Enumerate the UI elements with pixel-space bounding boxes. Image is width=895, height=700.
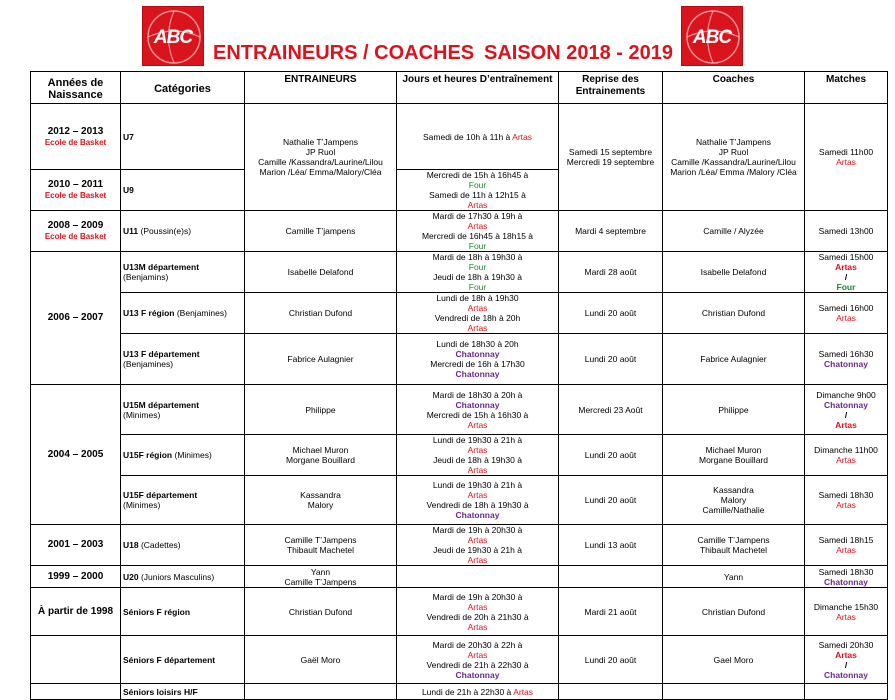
category-cell: U7 xyxy=(121,104,245,170)
match-cell: Dimanche 11h00 Artas xyxy=(805,435,888,476)
reprise-cell: Lundi 20 août xyxy=(559,334,663,385)
category-cell: U15F région (Minimes) xyxy=(121,435,245,476)
coaches-cell: Isabelle Delafond xyxy=(663,252,805,293)
col-coaches: Coaches xyxy=(663,72,805,104)
reprise-cell xyxy=(559,566,663,588)
table-row xyxy=(31,435,888,476)
schedule-table xyxy=(30,71,888,700)
logo-text: ABC xyxy=(153,27,193,48)
schedule-cell: Mercredi de 15h à 16h45 à Four Samedi de 11h à 12h15 à Artas xyxy=(397,170,559,211)
reprise-cell: Lundi 20 août xyxy=(559,435,663,476)
schedule-cell: Mardi de 18h à 19h30 à Four Jeudi de 18h à 19h30 à Four xyxy=(397,252,559,293)
category-cell: Séniors loisirs H/F xyxy=(121,684,245,700)
year-cell xyxy=(31,684,121,700)
category-cell: U13M département (Benjamins) xyxy=(121,252,245,293)
trainer-cell: Camille T’Jampens Thibault Machetel xyxy=(245,525,397,566)
match-cell xyxy=(805,684,888,700)
table-row xyxy=(31,525,888,566)
table-row xyxy=(31,293,888,334)
reprise-cell: Mardi 21 août xyxy=(559,588,663,636)
year-cell: À partir de 1998 xyxy=(31,588,121,636)
coaches-cell: Gael Moro xyxy=(663,636,805,684)
coaches-cell: Philippe xyxy=(663,385,805,435)
match-cell: Samedi 18h15 Artas xyxy=(805,525,888,566)
table-row xyxy=(31,104,888,170)
schedule-cell: Mardi de 18h30 à 20h à Chatonnay Mercredi de 15h à 16h30 à Artas xyxy=(397,385,559,435)
trainer-cell: Christian Dufond xyxy=(245,588,397,636)
schedule-cell: Lundi de 19h30 à 21h à Artas Jeudi de 18h à 19h30 à Artas xyxy=(397,435,559,476)
table-row xyxy=(31,684,888,700)
year-cell: 2004 – 2005 xyxy=(31,385,121,525)
trainer-cell: Philippe xyxy=(245,385,397,435)
col-entraineurs: ENTRAINEURS xyxy=(245,72,397,104)
abc-logo-right xyxy=(681,6,743,66)
match-cell: Samedi 18h30 Artas xyxy=(805,476,888,525)
year-cell: 1999 – 2000 xyxy=(31,566,121,588)
match-cell: Samedi 11h00 Artas xyxy=(805,104,888,211)
schedule-cell: Lundi de 19h30 à 21h à Artas Vendredi de 18h à 19h30 à Chatonnay xyxy=(397,476,559,525)
category-cell: Séniors F département xyxy=(121,636,245,684)
table-row xyxy=(31,476,888,525)
category-cell: U18 (Cadettes) xyxy=(121,525,245,566)
page-title: ENTRAINEURS / COACHES xyxy=(213,42,475,64)
coaches-cell: Camille T’Jampens Thibault Machetel xyxy=(663,525,805,566)
col-jours: Jours et heures D’entraînement xyxy=(397,72,559,104)
coaches-cell: Michael Muron Morgane Bouillard xyxy=(663,435,805,476)
schedule-cell xyxy=(397,566,559,588)
table-row xyxy=(31,636,888,684)
schedule-cell: Mardi de 19h à 20h30 à Artas Vendredi de 20h à 21h30 à Artas xyxy=(397,588,559,636)
category-cell: U9 xyxy=(121,170,245,211)
table-row xyxy=(31,252,888,293)
category-cell: U13 F département (Benjamines) xyxy=(121,334,245,385)
coaches-cell: Christian Dufond xyxy=(663,293,805,334)
trainer-cell: Christian Dufond xyxy=(245,293,397,334)
table-row xyxy=(31,334,888,385)
reprise-cell xyxy=(559,684,663,700)
year-cell: 2008 – 2009 Ecole de Basket xyxy=(31,211,121,252)
coaches-cell: Kassandra Malory Camille/Nathalie xyxy=(663,476,805,525)
col-reprise: Reprise des Entrainements xyxy=(559,72,663,104)
year-cell xyxy=(31,636,121,684)
schedule-cell: Lundi de 21h à 22h30 à Artas xyxy=(397,684,559,700)
category-cell: U15M département (Minimes) xyxy=(121,385,245,435)
schedule-cell: Mardi de 19h à 20h30 à Artas Jeudi de 19h30 à 21h à Artas xyxy=(397,525,559,566)
match-cell: Samedi 18h30 Chatonnay xyxy=(805,566,888,588)
trainer-cell: Nathalie T’Jampens JP Ruol Camille /Kassandra/Laurine/Lilou Marion /Léa/ Emma/Malory/Cléa xyxy=(245,104,397,211)
reprise-cell: Lundi 20 août xyxy=(559,476,663,525)
abc-logo-left xyxy=(142,6,204,66)
coaches-cell: Yann xyxy=(663,566,805,588)
match-cell: Samedi 20h30 Artas / Chatonnay xyxy=(805,636,888,684)
category-cell: U11 (Poussin(e)s) xyxy=(121,211,245,252)
match-cell: Samedi 16h00 Artas xyxy=(805,293,888,334)
category-cell: Séniors F région xyxy=(121,588,245,636)
match-cell: Samedi 15h00 Artas / Four xyxy=(805,252,888,293)
match-cell: Dimanche 15h30 Artas xyxy=(805,588,888,636)
category-cell: U20 (Juniors Masculins) xyxy=(121,566,245,588)
logo-text: ABC xyxy=(692,27,732,48)
schedule-cell: Mardi de 17h30 à 19h à Artas Mercredi de 16h45 à 18h15 à Four xyxy=(397,211,559,252)
year-cell: 2010 – 2011 Ecole de Basket xyxy=(31,170,121,211)
reprise-cell: Mercredi 23 Août xyxy=(559,385,663,435)
match-cell: Samedi 13h00 xyxy=(805,211,888,252)
schedule-cell: Samedi de 10h à 11h à Artas xyxy=(397,104,559,170)
col-categories: Catégories xyxy=(121,72,245,104)
coaches-cell xyxy=(663,684,805,700)
season-title: SAISON 2018 - 2019 xyxy=(484,42,673,64)
reprise-cell: Samedi 15 septembre Mercredi 19 septembre xyxy=(559,104,663,211)
match-cell: Dimanche 9h00 Chatonnay / Artas xyxy=(805,385,888,435)
year-cell: 2012 – 2013 Ecole de Basket xyxy=(31,104,121,170)
reprise-cell: Lundi 13 août xyxy=(559,525,663,566)
reprise-cell: Mardi 28 août xyxy=(559,252,663,293)
trainer-cell: Fabrice Aulagnier xyxy=(245,334,397,385)
table-row xyxy=(31,588,888,636)
trainer-cell: Kassandra Malory xyxy=(245,476,397,525)
table-row xyxy=(31,385,888,435)
trainer-cell: Camille T’jampens xyxy=(245,211,397,252)
reprise-cell: Lundi 20 août xyxy=(559,293,663,334)
col-matches: Matches xyxy=(805,72,888,104)
trainer-cell: Isabelle Delafond xyxy=(245,252,397,293)
reprise-cell: Mardi 4 septembre xyxy=(559,211,663,252)
trainer-cell: Gaël Moro xyxy=(245,636,397,684)
coaches-cell: Christian Dufond xyxy=(663,588,805,636)
category-cell: U15F département (Minimes) xyxy=(121,476,245,525)
schedule-cell: Mardi de 20h30 à 22h à Artas Vendredi de 21h à 22h30 à Chatonnay xyxy=(397,636,559,684)
trainer-cell: Michael Muron Morgane Bouillard xyxy=(245,435,397,476)
schedule-cell: Lundi de 18h à 19h30 Artas Vendredi de 18h à 20h Artas xyxy=(397,293,559,334)
coaches-cell: Camille / Alyzée xyxy=(663,211,805,252)
header-row xyxy=(31,72,888,104)
year-cell: 2001 – 2003 xyxy=(31,525,121,566)
trainer-cell xyxy=(245,684,397,700)
table-row xyxy=(31,211,888,252)
coaches-cell: Nathalie T’Jampens JP Ruol Camille /Kassandra/Laurine/Lilou Marion /Léa/ Emma /Malory /Cléa xyxy=(663,104,805,211)
reprise-cell: Lundi 20 août xyxy=(559,636,663,684)
col-annees: Années de Naissance xyxy=(31,72,121,104)
category-cell: U13 F région (Benjamines) xyxy=(121,293,245,334)
schedule-cell: Lundi de 18h30 à 20h Chatonnay Mercredi de 16h à 17h30 Chatonnay xyxy=(397,334,559,385)
table-row xyxy=(31,566,888,588)
coaches-cell: Fabrice Aulagnier xyxy=(663,334,805,385)
year-cell: 2006 – 2007 xyxy=(31,252,121,385)
trainer-cell: Yann Camille T’Jampens xyxy=(245,566,397,588)
match-cell: Samedi 16h30 Chatonnay xyxy=(805,334,888,385)
